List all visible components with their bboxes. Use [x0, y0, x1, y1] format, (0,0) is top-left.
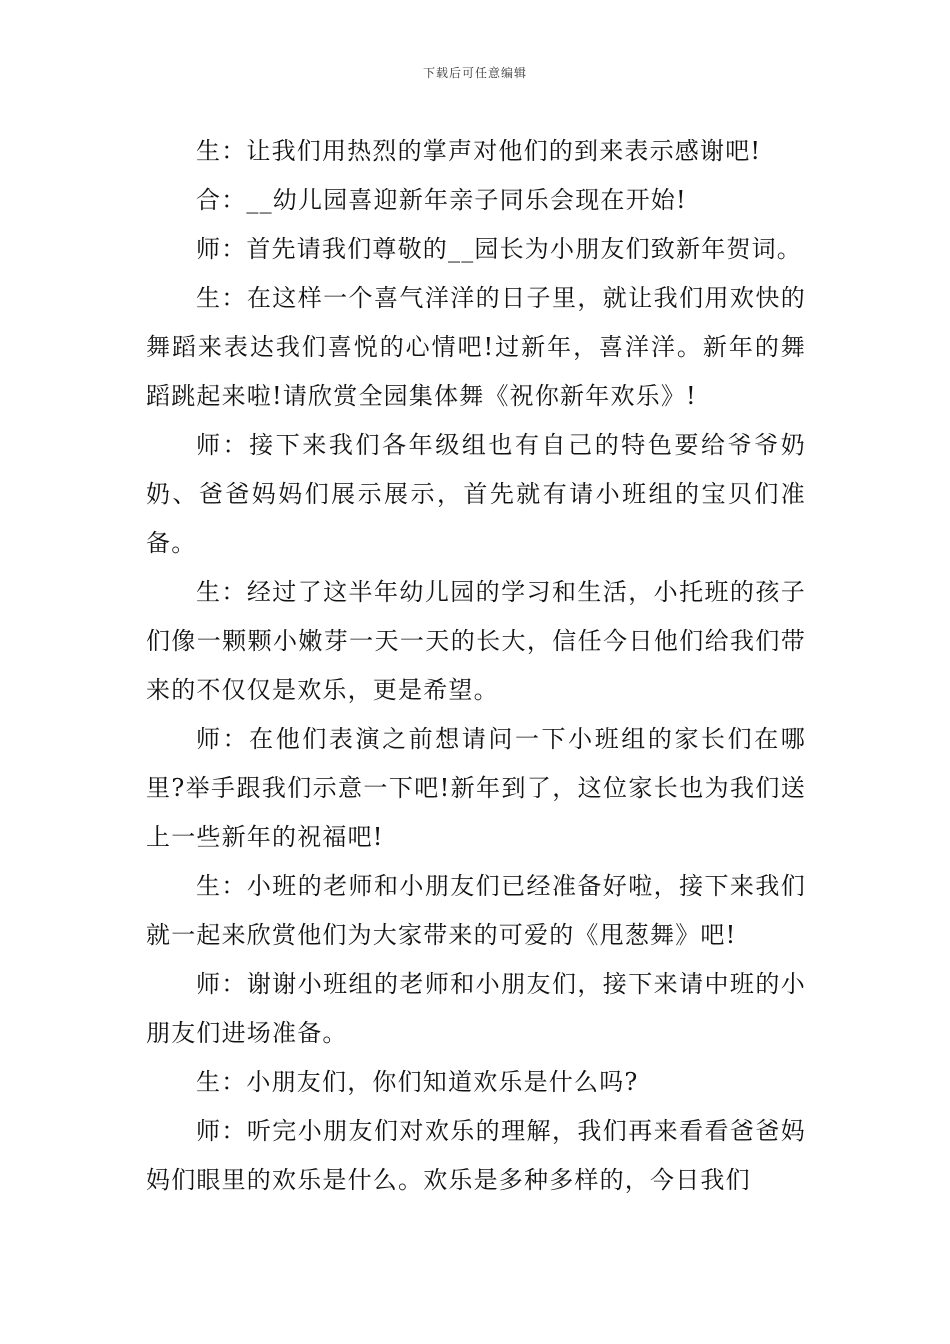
paragraph-11: 师：听完小朋友们对欢乐的理解，我们再来看看爸爸妈妈们眼里的欢乐是什么。欢乐是多种多样的，今日我们 — [146, 1117, 806, 1194]
paragraph-2: 合：__幼儿园喜迎新年亲子同乐会现在开始! — [196, 186, 687, 214]
paragraph-9: 师：谢谢小班组的老师和小朋友们，接下来请中班的小朋友们进场准备。 — [146, 970, 806, 1047]
paragraph-10: 生：小朋友们，你们知道欢乐是什么吗? — [196, 1068, 639, 1096]
paragraph-7: 师：在他们表演之前想请问一下小班组的家长们在哪里?举手跟我们示意一下吧!新年到了，这位家长也为我们送上一些新年的祝福吧! — [146, 725, 806, 851]
paragraph-1: 生：让我们用热烈的掌声对他们的到来表示感谢吧! — [196, 137, 762, 165]
paragraph-4: 生：在这样一个喜气洋洋的日子里，就让我们用欢快的舞蹈来表达我们喜悦的心情吧!过新年，喜洋洋。新年的舞蹈跳起来啦!请欣赏全园集体舞《祝你新年欢乐》! — [146, 284, 806, 410]
paragraph-3: 师：首先请我们尊敬的__园长为小朋友们致新年贺词。 — [196, 235, 802, 263]
paragraph-6: 生：经过了这半年幼儿园的学习和生活，小托班的孩子们像一颗颗小嫩芽一天一天的长大，信任今日他们给我们带来的不仅仅是欢乐，更是希望。 — [146, 578, 806, 704]
document-body — [146, 127, 806, 1205]
paragraph-8: 生：小班的老师和小朋友们已经准备好啦，接下来我们就一起来欣赏他们为大家带来的可爱的《甩葱舞》吧! — [146, 872, 806, 949]
paragraph-5: 师：接下来我们各年级组也有自己的特色要给爷爷奶奶、爸爸妈妈们展示展示，首先就有请小班组的宝贝们准备。 — [146, 431, 806, 557]
page-header: 下载后可任意编辑 — [422, 66, 527, 80]
